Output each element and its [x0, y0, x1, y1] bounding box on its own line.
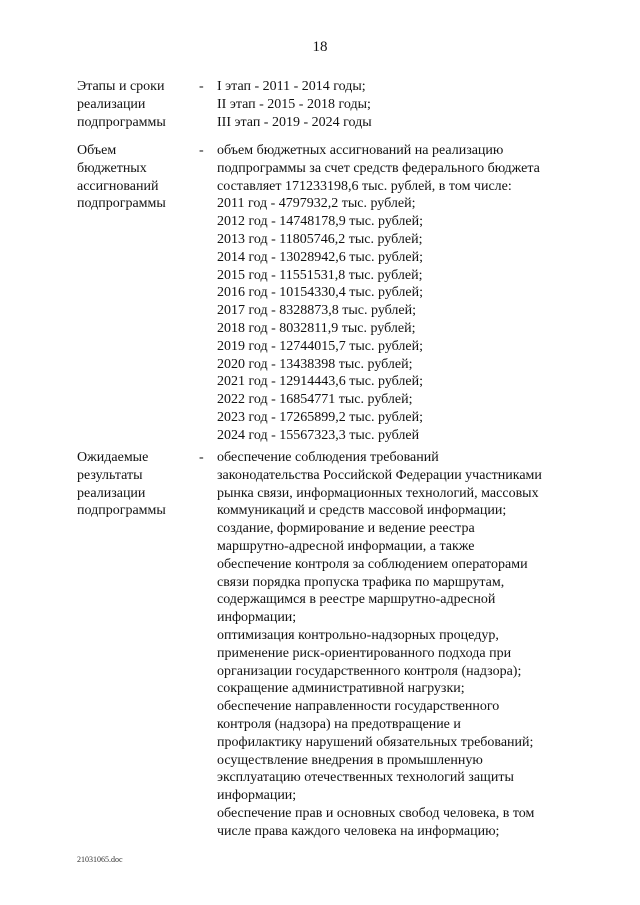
content-line: 2023 год - 17265899,2 тыс. рублей;	[217, 409, 424, 425]
content-line: подпрограммы за счет средств федерального бюджета	[217, 160, 540, 176]
label-line: подпрограммы	[77, 196, 166, 212]
content-line: профилактику нарушений обязательных требований;	[217, 734, 534, 750]
content-line: 2018 год - 8032811,9 тыс. рублей;	[217, 320, 416, 336]
dash-separator: -	[199, 143, 204, 158]
section-content	[217, 449, 597, 841]
content-line: 2021 год - 12914443,6 тыс. рублей;	[217, 374, 424, 390]
label-line: Этапы и сроки	[77, 79, 165, 94]
content-line: связи порядка пропуска трафика по маршрутам,	[217, 574, 505, 590]
section-content	[217, 142, 597, 445]
content-line: оптимизация контрольно-надзорных процедур,	[217, 627, 499, 643]
section-label	[77, 142, 195, 213]
content-line: законодательства Российской Федерации участниками	[217, 467, 542, 483]
content-line: II этап - 2015 - 2018 годы;	[217, 96, 371, 112]
content-line: 2016 год - 10154330,4 тыс. рублей;	[217, 285, 424, 301]
label-line: подпрограммы	[77, 503, 166, 519]
content-line: 2020 год - 13438398 тыс. рублей;	[217, 356, 413, 372]
content-line: 2017 год - 8328873,8 тыс. рублей;	[217, 303, 417, 319]
content-line: 2011 год - 4797932,2 тыс. рублей;	[217, 196, 416, 212]
content-line: сокращение административной нагрузки;	[217, 681, 465, 697]
content-line: объем бюджетных ассигнований на реализацию	[217, 143, 504, 158]
content-line: 2015 год - 11551531,8 тыс. рублей;	[217, 267, 423, 283]
content-line: информации;	[217, 788, 297, 804]
page-number: 18	[312, 39, 328, 55]
content-line: 2012 год - 14748178,9 тыс. рублей;	[217, 214, 424, 230]
content-line: обеспечение прав и основных свобод человека, в том	[217, 805, 535, 821]
content-line: применение риск-ориентированного подхода при	[217, 645, 512, 661]
content-line: маршрутно-адресной информации, а также	[217, 538, 475, 554]
content-line: составляет 171233198,6 тыс. рублей, в том числе:	[217, 178, 512, 194]
content-line: числе права каждого человека на информацию;	[217, 823, 500, 839]
content-line: III этап - 2019 - 2024 годы	[217, 114, 372, 130]
content-line: рынка связи, информационных технологий, массовых	[217, 485, 539, 501]
label-line: реализации	[77, 485, 146, 501]
content-line: содержащимся в реестре маршрутно-адресной	[217, 592, 496, 608]
content-line: 2022 год - 16854771 тыс. рублей;	[217, 392, 413, 408]
content-line: I этап - 2011 - 2014 годы;	[217, 79, 366, 94]
section-label	[77, 449, 195, 520]
label-line: бюджетных	[77, 160, 147, 176]
content-line: 2024 год - 15567323,3 тыс. рублей	[217, 427, 420, 443]
content-line: обеспечение направленности государственного	[217, 699, 500, 715]
label-line: Объем	[77, 143, 117, 158]
label-line: ассигнований	[77, 178, 159, 194]
dash-separator: -	[199, 79, 204, 94]
content-line: организации государственного контроля (надзора);	[217, 663, 522, 679]
content-line: эксплуатацию отечественных технологий защиты	[217, 770, 514, 786]
content-line: контроля (надзора) на предотвращение и	[217, 716, 461, 732]
section-label	[77, 78, 195, 131]
label-line: реализации	[77, 96, 146, 112]
content-line: коммуникаций и средств массовой информации;	[217, 503, 507, 519]
content-line: обеспечение контроля за соблюдением операторами	[217, 556, 528, 572]
label-line: подпрограммы	[77, 114, 166, 130]
label-line: результаты	[77, 467, 143, 483]
content-line: 2014 год - 13028942,6 тыс. рублей;	[217, 249, 424, 265]
content-line: обеспечение соблюдения требований	[217, 450, 439, 465]
footer-filename: 21031065.doc	[77, 855, 123, 864]
label-line: Ожидаемые	[77, 450, 149, 465]
content-line: 2019 год - 12744015,7 тыс. рублей;	[217, 338, 424, 354]
content-line: информации;	[217, 610, 297, 626]
content-line: осуществление внедрения в промышленную	[217, 752, 483, 768]
section-content	[217, 78, 597, 131]
content-line: создание, формирование и ведение реестра	[217, 521, 475, 537]
dash-separator: -	[199, 450, 204, 465]
content-line: 2013 год - 11805746,2 тыс. рублей;	[217, 231, 423, 247]
